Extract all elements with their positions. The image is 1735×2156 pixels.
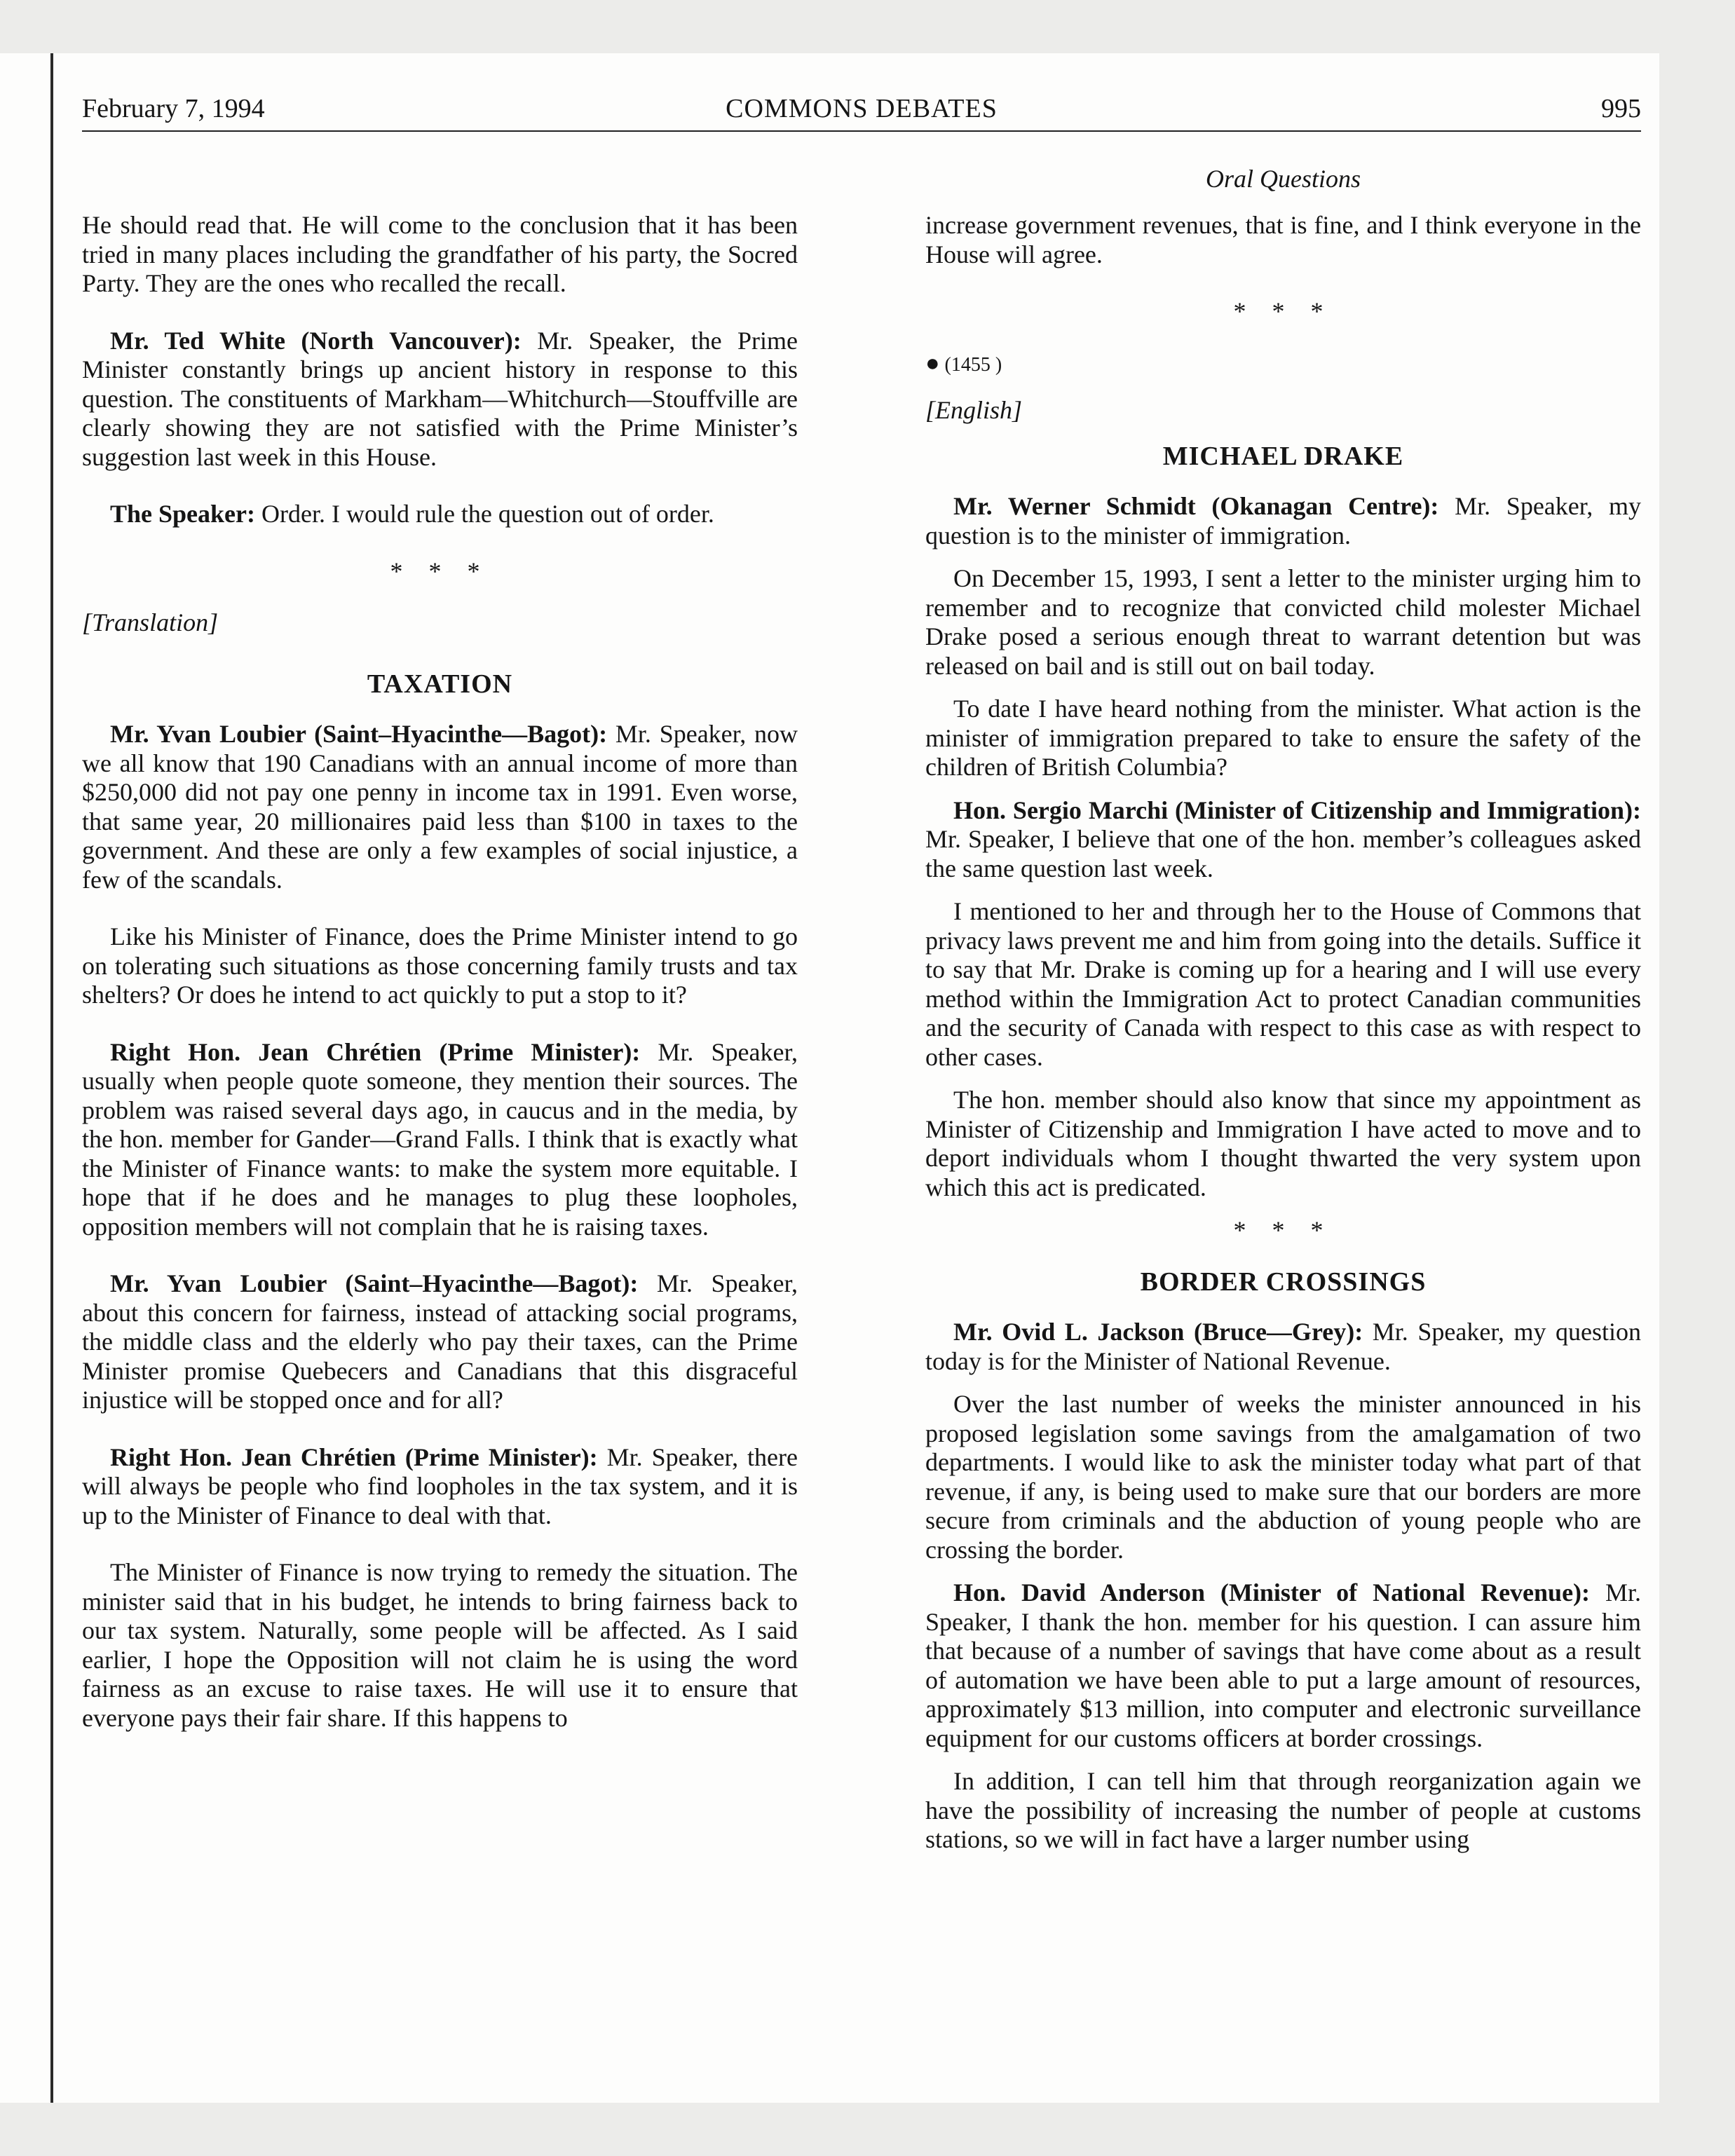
speech-text: Mr. Speaker, about this concern for fairness, instead of attacking social programs, the middle class and the elderly who pay their taxes, can the Prime Minister promise Quebecers and Canadians that this disgraceful injustice will be stopped once and for all? [82,1269,798,1414]
speech-paragraph [82,1038,798,1242]
paragraph: I mentioned to her and through her to the House of Commons that privacy laws prevent me and him from going into the details. Suffice it to say that Mr. Drake is coming up for a hearing and I will use every method within the Immigration Act to protect Canadian communities and the security of Canada with respect to this case as with respect to other cases. [925,897,1641,1071]
speech-paragraph [82,720,798,894]
speech-text: Order. I would rule the question out of order. [255,500,714,528]
speaker-name: Right Hon. Jean Chrétien (Prime Minister): [110,1037,641,1066]
section-heading: Oral Questions [1205,165,1361,193]
speech-paragraph [82,1269,798,1415]
scan-border-top [0,0,1735,53]
section-divider: * * * [390,557,490,585]
bullet-icon: ● [925,350,940,376]
speaker-name: Hon. David Anderson (Minister of National Revenue): [953,1578,1591,1606]
running-head [82,93,1641,130]
speech-paragraph [82,500,798,529]
scan-border-bottom [0,2103,1735,2156]
speaker-name: Mr. Yvan Loubier (Saint–Hyacinthe—Bagot): [110,1269,639,1297]
time-stamp [925,349,1641,380]
speaker-name: The Speaker: [110,500,255,528]
paragraph: Like his Minister of Finance, does the Prime Minister intend to go on tolerating such situations as those concerning family trusts and tax shelters? Or does he intend to act quickly to put a stop to it? [82,922,798,1009]
speaker-name: Mr. Ovid L. Jackson (Bruce—Grey): [953,1318,1363,1346]
topic-heading: TAXATION [367,669,513,699]
page-number: 995 [1601,94,1641,123]
speech-text: Mr. Speaker, my question today is for the Minister of National Revenue. [925,1318,1642,1375]
paragraph: On December 15, 1993, I sent a letter to the minister urging him to remember and to recognize that convicted child molester Michael Drake posed a serious enough threat to warrant detention but was released on bail and is still out on bail today. [925,564,1641,680]
paragraph: The Minister of Finance is now trying to remedy the situation. The minister said that in his budget, he intends to bring fairness back to our tax system. Naturally, some people will be affected. As I said earlier, I hope the Opposition will not claim he is using the word fairness as an excuse to raise taxes. He will use it to ensure that everyone pays their fair share. If this happens to [82,1558,798,1732]
speech-paragraph [925,1318,1641,1376]
speech-paragraph [925,796,1641,884]
header-rule [82,130,1641,132]
paragraph: Over the last number of weeks the minister announced in his proposed legislation some savings from the amalgamation of two departments. I would like to ask the minister today what part of that revenue, if any, is being used to make sure that our borders are more secure from criminals and the abduction of young people who are crossing the border. [925,1390,1641,1564]
speaker-name: Right Hon. Jean Chrétien (Prime Minister): [110,1442,598,1471]
header-title: COMMONS DEBATES [726,94,998,123]
speech-text: Mr. Speaker, usually when people quote someone, they mention their sources. The problem was raised several days ago, in caucus and in the media, by the hon. member for Gander—Grand Falls. I think that is exactly what the Minister of Finance wants: to make the system more equitable. I hope that if he does and he manages to plug these loopholes, opposition members will not complain that he is raising taxes. [82,1037,798,1241]
scan-border-right [1659,0,1735,2156]
paragraph: He should read that. He will come to the conclusion that it has been tried in many places including the grandfather of his party, the Socred Party. They are the ones who recalled the recall. [82,211,798,297]
section-divider: * * * [1233,1216,1333,1244]
translation-note: [Translation] [82,608,219,636]
speaker-name: Mr. Yvan Loubier (Saint–Hyacinthe—Bagot): [110,720,608,748]
speaker-name: Mr. Werner Schmidt (Okanagan Centre): [953,492,1439,520]
topic-heading: MICHAEL DRAKE [1162,441,1404,471]
paragraph: To date I have heard nothing from the minister. What action is the minister of immigration prepared to take to ensure the safety of the children of British Columbia? [925,695,1641,781]
speech-paragraph [925,492,1641,550]
speech-text: Mr. Speaker, I thank the hon. member for his question. I can assure him that because of a number of savings that have come about as a result of automation we have been able to put a large amount of resources, approximately $13 million, into computer and electronic surveillance equipment for our customs officers at border crossings. [925,1578,1641,1752]
speaker-name: Mr. Ted White (North Vancouver): [110,326,522,355]
topic-heading: BORDER CROSSINGS [1140,1267,1427,1297]
speech-text: Mr. Speaker, now we all know that 190 Canadians with an annual income of more than $250,000 did not pay one penny in income tax in 1991. Even worse, that same year, 20 millionaires paid less than $100 in taxes to the government. And these are only a few examples of social injustice, a few of the scandals. [82,720,798,894]
speech-paragraph [925,1578,1641,1753]
header-date: February 7, 1994 [82,94,265,123]
language-note: [English] [925,396,1023,424]
paragraph: In addition, I can tell him that through reorganization again we have the possibility of increasing the number of people at customs stations, so we will in fact have a larger number using [925,1767,1641,1853]
speech-paragraph [82,327,798,472]
speech-text: Mr. Speaker, I believe that one of the hon. member’s colleagues asked the same question last week. [925,825,1641,882]
binding-edge [50,53,53,2103]
speech-text: Mr. Speaker, the Prime Minister constantly brings up ancient history in response to this question. The constituents of Markham—Whitchurch—Stouffville are clearly showing they are not satisfied with the Prime Minister’s suggestion last week in this House. [82,326,798,471]
time-value: (1455 ) [944,353,1002,376]
speech-paragraph [82,1443,798,1531]
paragraph: increase government revenues, that is fine, and I think everyone in the House will agree. [925,211,1641,268]
section-divider: * * * [1233,297,1333,325]
speech-text: Mr. Speaker, my question is to the minister of immigration. [925,492,1641,550]
speech-text: Mr. Speaker, there will always be people who find loopholes in the tax system, and it is up to the Minister of Finance to deal with that. [82,1442,798,1529]
paragraph: The hon. member should also know that since my appointment as Minister of Citizenship and Immigration I have acted to move and to deport individuals whom I thought thwarted the very system upon which this act is predicated. [925,1086,1641,1201]
speaker-name: Hon. Sergio Marchi (Minister of Citizenship and Immigration): [953,796,1641,824]
right-column [925,211,1641,1869]
left-column [82,211,798,1761]
